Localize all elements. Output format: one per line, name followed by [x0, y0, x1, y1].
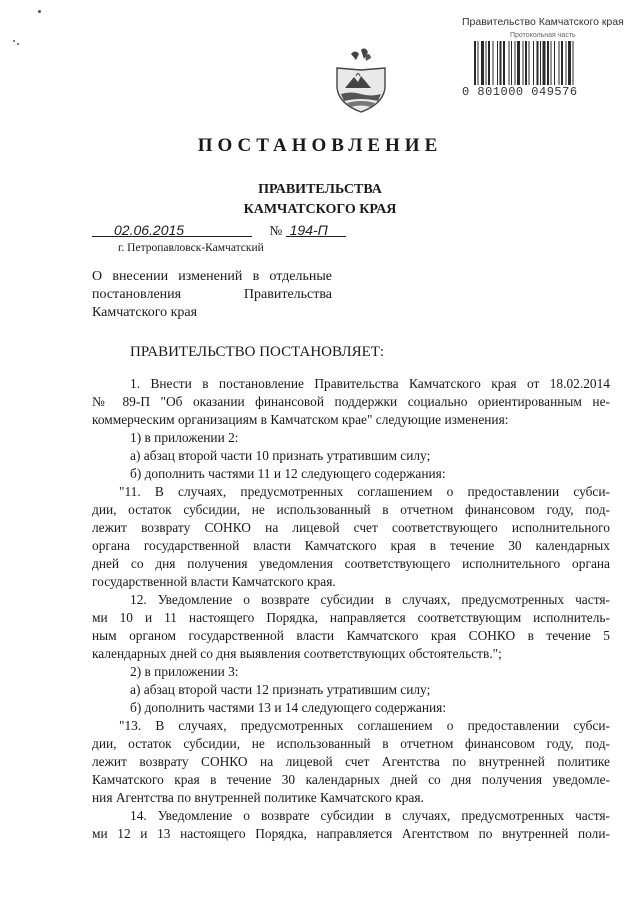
- stamp-organization: Правительство Камчатского края: [462, 16, 624, 28]
- date-field: [92, 222, 252, 237]
- body-line: 2) в приложении 3:: [130, 664, 239, 679]
- barcode-bar: [525, 41, 527, 85]
- body-line: б) дополнить частями 13 и 14 следующего содержания:: [130, 700, 447, 715]
- barcode-bar: [488, 41, 490, 85]
- body-line: дии, остаток субсидии, не использованный в отчетном финансовом году, под-: [92, 736, 610, 751]
- barcode-bar: [533, 41, 534, 85]
- barcode-bar: [529, 41, 530, 85]
- barcode-bar: [573, 41, 574, 85]
- body-line: ния Агентства по внутренней политике Камчатского края.: [92, 790, 424, 805]
- scan-speck: [17, 43, 19, 45]
- barcode-bar: [547, 41, 549, 85]
- barcode-bar: [481, 41, 484, 85]
- subject-clause: О внесении изменений в отдельные постановления Правительства Камчатского края: [92, 269, 332, 320]
- body-line: дней со дня получения уведомления соответствующего исполнительного органа: [92, 556, 610, 571]
- barcode-bar: [566, 41, 567, 85]
- scan-speck: [13, 40, 15, 42]
- body-line: ми 10 и 11 настоящего Порядка, направляется соответствующим исполнитель-: [92, 610, 610, 625]
- body-line: дии, остаток субсидии, не использованный в отчетном финансовом году, под-: [92, 502, 610, 517]
- barcode-bar: [515, 41, 516, 85]
- number-sign: №: [269, 223, 283, 238]
- barcode: [474, 41, 624, 85]
- issuer-title: [0, 180, 640, 220]
- body-line: Камчатского края в течение 30 календарных дней со дня получения уведомле-: [92, 772, 610, 787]
- issuer-line-1: ПРАВИТЕЛЬСТВА: [258, 182, 382, 197]
- date-value: 02.06.2015: [114, 222, 185, 238]
- barcode-bar: [551, 41, 552, 85]
- number-value: 194-П: [289, 222, 328, 238]
- decree-heading: ПРАВИТЕЛЬСТВО ПОСТАНОВЛЯЕТ:: [130, 344, 385, 360]
- barcode-bar: [511, 41, 512, 85]
- body-line: ным органом государственной власти Камчатского края СОНКО в течение 5: [92, 628, 610, 643]
- barcode-bar: [503, 41, 505, 85]
- body-line: 1. Внести в постановление Правительства Камчатского края от 18.02.2014: [130, 376, 610, 391]
- body-line: 14. Уведомление о возврате субсидии в случаях, предусмотренных частя-: [130, 808, 610, 823]
- scan-speck: [38, 10, 41, 13]
- document-type-title: ПОСТАНОВЛЕНИЕ: [197, 135, 443, 156]
- body-line: а) абзац второй части 12 признать утратившим силу;: [130, 682, 431, 697]
- barcode-bar: [497, 41, 498, 85]
- barcode-bar: [478, 41, 479, 85]
- body-line: коммерческим организациям в Камчатском крае" следующие изменения:: [92, 412, 509, 427]
- number-field: [286, 222, 346, 237]
- barcode-bar: [554, 41, 555, 85]
- coat-of-arms-icon: [325, 46, 397, 116]
- stamp-number: 0 801000 049576: [462, 85, 578, 99]
- body-line: календарных дней со дня выявления соответствующих обстоятельств.";: [92, 646, 502, 661]
- registration-stamp: [462, 16, 634, 99]
- body-line: лежит возврату СОНКО на лицевой счет Агентства по внутренней политике: [92, 754, 610, 769]
- barcode-bar: [517, 41, 520, 85]
- barcode-bar: [543, 41, 546, 85]
- issuer-line-2: КАМЧАТСКОГО КРАЯ: [243, 202, 397, 217]
- body-line: лежит возврату СОНКО на лицевой счет соответствующего исполнительного: [92, 520, 610, 535]
- barcode-bar: [509, 41, 510, 85]
- body-line: 1) в приложении 2:: [130, 430, 239, 445]
- body-line: государственной власти Камчатского края.: [92, 574, 336, 589]
- body-line: органа государственной власти Камчатского края в течение 30 календарных: [92, 538, 610, 553]
- body-line: № 89-П "Об оказании финансовой поддержки социально ориентированным не-: [92, 394, 610, 409]
- stamp-department: Протокольная часть: [510, 32, 576, 39]
- date-number-line: [92, 222, 346, 239]
- document-body: [92, 375, 610, 843]
- barcode-bar: [523, 41, 524, 85]
- body-line: ми 12 и 13 настоящего Порядка, направляется Агентством по внутренней поли-: [92, 826, 610, 841]
- body-line: "11. В случаях, предусмотренных соглашением о предоставлении субси-: [119, 484, 610, 499]
- body-line: б) дополнить частями 11 и 12 следующего содержания:: [130, 466, 446, 481]
- barcode-bar: [493, 41, 494, 85]
- barcode-bar: [540, 41, 541, 85]
- barcode-bar: [537, 41, 539, 85]
- body-line: а) абзац второй части 10 признать утратившим силу;: [130, 448, 431, 463]
- barcode-bar: [561, 41, 563, 85]
- barcode-bar: [474, 41, 476, 85]
- barcode-bar: [559, 41, 560, 85]
- body-line: 12. Уведомление о возврате субсидии в случаях, предусмотренных частя-: [130, 592, 610, 607]
- issue-place: г. Петропавловск-Камчатский: [118, 242, 264, 254]
- barcode-bar: [486, 41, 487, 85]
- barcode-bar: [500, 41, 502, 85]
- body-line: "13. В случаях, предусмотренных соглашением о предоставлении субси-: [119, 718, 610, 733]
- barcode-bar: [568, 41, 571, 85]
